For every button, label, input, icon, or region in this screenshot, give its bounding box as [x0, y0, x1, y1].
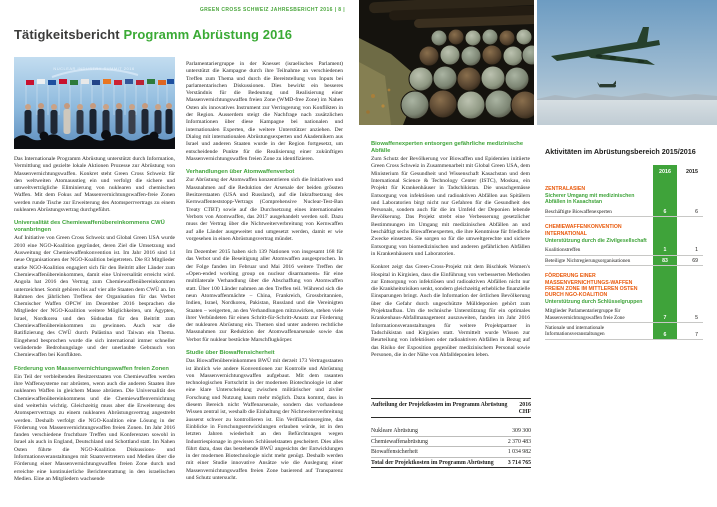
- section-heading-atomwaffenverbot: Verhandlungen über Atomwaffenverbot: [186, 169, 295, 176]
- cost-row-label: Chemiewaffenabrüstung: [371, 438, 428, 445]
- running-header: GREEN CROSS SCHWEIZ JAHRESBERICHT 2016 | 8 |: [199, 7, 345, 13]
- intro-paragraph: Das Internationale Programm Abrüstung unterstützt durch Information, Vermittlung und gezielte lokale Aktionen Prozesse zur Abrüstung von Massenvernichtungswaffen. Konkret steht Green Cross Schweiz für den weltweiten Atomausstieg ein und verfolgt die sichere und umweltverträgliche Eliminierung von nuklearen und chemischen Waffen. Mit dem Fokus auf Massenvernichtungswaffen-freie Zonen werden runde Tische zur Erweiterung des Atomsperrvertrags zu einem nuklearen Abrüstungsvertrag durchgeführt.: [14, 156, 175, 214]
- summit-banner-text: NUCLEAR INDUSTRY SUMMIT 2016: [53, 66, 135, 71]
- cost-row-nuclear: [371, 426, 531, 437]
- cost-row-chemical: [371, 437, 531, 448]
- row-value-2015: 1: [695, 247, 698, 254]
- row-label: Beschäftigte Biowaffenexperten: [545, 208, 612, 215]
- column-header-2016: 2016: [659, 169, 671, 175]
- cost-row-value: 309 300: [512, 428, 531, 434]
- row-label: Mitglieder Parlamentariergruppe für Massenvernichtungswaffen freie Zone: [545, 308, 625, 321]
- page-title: [14, 27, 292, 42]
- row-label: Nationale und internationale Informationsveranstaltungen: [545, 325, 605, 338]
- section-heading-zones: Förderung von Massenvernichtungswaffen freien Zonen: [14, 365, 169, 372]
- activities-row-koalitionstreffen: [545, 245, 703, 256]
- activities-row-biowaffenexperten: [545, 207, 703, 218]
- middle-text-column: [186, 61, 343, 488]
- atomwaffen-paragraph-2: Im Dezember 2015 haben sich 139 Nationen von insgesamt 168 für das Verbot und die Beseitigung aller Atomwaffen ausgesprochen. In der Folge fanden im Februar und Mai 2016 weitere Treffen der «Open-ended working group on nuclear disarmament» für eine multilaterale Verhandlung über die Abschaffung von Atomwaffen statt. Über 100 Länder nahmen an den Treffen teil. Während sich die neun Atomwaffenmächte – China, Frankreich, Grossbritannien, Indien, Israel, Nordkorea, Pakistan, Russland und die Vereinigten Staaten – weigerten, an den Verhandlungen mitzuwirken, stehen viele ihrer Verbündeten für einen Schritt-für-Schritt-Ansatz zur Förderung der nuklearen Abrüstung ein. Themen sind unter anderen rechtliche Massnahmen zur Reduktion der Atomwaffenarsenale sowie das Verbot für nuklear bestückte Marschflugkörper.: [186, 249, 343, 343]
- activities-row-parlamentariergruppe: [545, 306, 703, 323]
- zones-paragraph: Ein Teil der verbleibenden Besitzerstaaten von Chemiewaffen werden ihre Waffensysteme nur abrüsten, wenn auch die anderen Staaten ihre nuklearen Waffen in gleichem Masse abrüsten. Die Universalität des Chemiewaffenübereinkommens und die Chemiewaffenvernichtung sind weiterhin wichtig. Gleichzeitig muss aber die Erweiterung des Atomsperrvertrags zu einem nuklearen Abrüstungsvertrag angestrebt werden. Deshalb verfolgt die NGO-Koalition eine Lösung in der Förderung von Massenvernichtungswaffen freien Zonen. Im Jahr 2016 fanden verschiedene fruchtbare Treffen und Konferenzen sowohl in Israel als auch in England, Deutschland und Schottland statt. Im Nahen Osten führte die NGO-Koalition Diskussions- und Informationsveranstaltungen mit Staatsvertretern und Medien über die Förderung einer Massenvernichtungswaffen freien Zone durch und erreichte eine kontinuierliche Berichterstattung in den israelischen Medien. Eine an Mitgliedern wachsende: [14, 373, 175, 482]
- bioabfall-paragraph-2: Konkret zeigt das Green-Cross-Projekt mit dem Bischkek Women's Hospital in Kirgisien, dass die Einführung von verbesserten Methoden zur Entsorgung von infektiösen und radioaktiven Abfällen nicht nur die Krankheitsrisiken senkt, sondern gleichzeitig erhebliche finanzielle Einsparungen bringt. Auch die Information der örtlichen Bevölkerung über die Gefahr durch ungeschützte Mülldeponien gehört zum Projektaufbau. Um die technische Unterstützung für ein optimales Krankenhaus-Abfallmanagement auszuweiten, fanden im Jahr 2016 Informationsveranstaltungen für weitere Projektpartner in Tadschikistan und Kirgisien statt. Vermittelt wurde Wissen zur Beurteilung von infektiösen oder radioaktiven Abfällen in Bezug auf das Risiko der Exposition gegenüber medizinischem Personal sowie Personen, die in der Nähe von Abfalldeponien leben.: [371, 264, 530, 358]
- bomber-photo: [537, 0, 717, 125]
- bioabfall-paragraph-1: Zum Schutz der Bevölkerung vor Biowaffen und Epidemien initiierte Green Cross Schweiz in Zusammenarbeit mit Global Green USA, dem Ministerium für Gesundheit und Wissenschaft Kasachstan und dem International Science & Technology Center (ISTC), Moskau, ein Projekt für Krankenhäuser in Tadschikistan. Die unsachgemässe Entsorgung von infektiösen und radioaktiven Abfällen aus Spitälern und Laboratorien birgt nicht nur Gefahren für die Gesundheit des Personals, sondern auch für die im Umfeld der Deponien lebende Bevölkerung. Das Projekt strebt eine Verbesserung gesetzlicher Bestimmungen im Umgang mit medizinischen Abfällen an und beschäftigt sechs Biowaffenexperten, die ihre Kenntnisse für friedliche Zwecke einsetzen. Sie sorgen so für die umweltgerechte und sichere Entsorgung von biomedizinischen und anderen gefährlichen Abfällen in Krankenhäusern und Laboratorien.: [371, 156, 530, 257]
- activities-section-cwk: CHEMIEWAFFENKONVENTION INTERNATIONAL: [545, 224, 622, 237]
- cost-total-label: Total der Projektkosten im Programm Abrüstung: [371, 459, 494, 466]
- page-title-highlight: Programm Abrüstung 2016: [123, 27, 293, 42]
- cost-table-title: Aufteilung der Projektkosten im Programm Abrüstung: [371, 401, 508, 408]
- activities-section-zentralasien: ZENTRALASIEN: [545, 186, 586, 192]
- summit-group-photo: [14, 57, 175, 149]
- cost-row-bio: [371, 447, 531, 458]
- cwu-paragraph: Auf Initiative von Green Cross Schweiz und Global Green USA wurde 2010 eine NGO-Koalition gegründet, deren Ziel die Umsetzung und Ausweitung der Chemiewaffenkonvention ist. Im Jahr 2016 sind 14 neue Organisationen der NGO-Koalition beigetreten. Die 83 Mitglieder starke NGO-Koalition engagiert sich für den Beitritt aller Länder zum Chemiewaffenübereinkommen, damit eine Universalität erreicht wird. Angola hat 2016 den Vertrag zum Chemiewaffenübereinkommen unterzeichnet. Somit gehören bis auf vier alle Staaten dem CWÜ an. Im Rahmen des jährlichen Treffens der Organisation für das Verbot Chemischer Waffen OPCW im Dezember 2016 besprachen die Mitglieder der NGO-Koalition weitere Möglichkeiten, um Ägypten, Israel, Nordkorea und den Südsudan für den Beitritt zum Chemiewaffenübereinkommen zu gewinnen. Auch war die Ratifizierung des CWÜ durch Palästina und Taiwan ein Thema. Eingehend besprochen wurde die sich international immer schneller verändernde Bedrohungslage und der unerlaubte Gebrauch von Chemiewaffen bei Konflikten.: [14, 235, 175, 359]
- row-value-2016: 83: [662, 257, 668, 264]
- cost-table-year: 2016: [519, 401, 531, 408]
- summit-photo-illustration: [14, 57, 175, 149]
- cost-table: [371, 398, 531, 468]
- cost-row-total: [371, 458, 531, 469]
- row-value-2016: 7: [663, 314, 667, 321]
- activities-table: [545, 167, 703, 340]
- activities-subheading-abfaelle: Sicherer Umgang mit medizinischen Abfällen in Kasachstan: [545, 193, 635, 206]
- cost-row-value: 2 370 483: [507, 438, 531, 445]
- cost-row-value: 1 034 982: [507, 449, 531, 455]
- bomber-photo-illustration: [537, 0, 717, 125]
- row-value-2015: 7: [695, 331, 698, 338]
- activities-row-informationsveranstaltungen: [545, 323, 703, 340]
- cost-table-currency: CHF: [371, 408, 531, 419]
- cost-total-value: 3 714 765: [507, 459, 531, 466]
- activities-row-ngos: [545, 256, 703, 267]
- atomwaffen-paragraph-1: Zur Abrüstung der Atomwaffen konzentrieren sich die Initiativen und Massnahmen auf die Reduktion der Arsenale der beiden grössten Besitzerstaaten (USA und Russland), auf die Inkraftsetzung des Kernwaffenteststopp-Vertrags (Comprehensive Nuclear-Test-Ban Treaty CTBT) sowie auf die Durchsetzung eines internationalen Verbots von Atomwaffen, das 2017 ausgehandelt werden soll. Dazu muss der Vertrag über die Nichtweiterverbreitung von Kernwaffen auf alle Länder ausgeweitet und umgesetzt werden, damit er wie vorgesehen in einen Abrüstungsvertrag mündet.: [186, 177, 343, 242]
- row-value-2016: 1: [663, 247, 667, 254]
- cost-row-label: Biowaffensicherheit: [371, 449, 418, 455]
- row-value-2015: 5: [695, 314, 698, 321]
- row-value-2016: 6: [663, 208, 667, 215]
- column-header-2015: 2015: [686, 169, 698, 175]
- row-value-2015: 6: [695, 208, 698, 215]
- section-heading-bioabfall: Biowaffenexperten entsorgen gefährliche medizinische Abfälle: [371, 141, 524, 154]
- page-title-prefix: Tätigkeitsbericht: [14, 27, 124, 42]
- cost-row-label: Nukleare Abrüstung: [371, 428, 418, 434]
- biowaffenstudie-paragraph: Das Biowaffenübereinkommen BWÜ mit derzeit 173 Vertragsstaaten ist ähnlich wie andere Konventionen zur Kontrolle und Abrüstung von Massenvernichtungswaffen aufgebaut. Mit dem rasanten technologischen Fortschritt in der modernen Biotechnologie ist aber eine klare Unterscheidung zwischen militärischer und ziviler Forschung und Nutzung kaum mehr möglich. Dazu kommt, dass in diesem Bereich nicht Waffenarsenale, sondern das vorhandene Wissen zentral ist, weshalb die Einhaltung der Nichtweiterverbreitung äusserst schwer zu kontrollieren ist. Ein Verifikationsregime, das Einblicke in Forschungsentwicklungen erlauben würde, ist in den letzten Jahren wiederholt an den Befürchtungen wegen Industriespionage in gewissen Schlüsselstaaten gescheitert. Dies alles führt dazu, dass das bestehende BWÜ angesichts der Entwicklungen in der modernen Biotechnologie nicht mehr genügt. Deshalb werden mit einer Studie innovative Ansätze wie die Auslegung einer Massenvernichtungswaffen freien Zone basierend auf Transparenz und Schutz untersucht.: [186, 358, 343, 482]
- row-label: Koalitionstreffen: [545, 246, 581, 253]
- chemical-shells-photo: [359, 0, 534, 125]
- activities-subheading-schluesselgruppen: Unterstützung durch Schlüsselgruppen: [545, 299, 643, 306]
- knesset-paragraph: Parlamentariergruppe in der Knesset (israelisches Parlament) unterstützt die Kampagne durch ihre Teilnahme an verschiedenen Treffen zum Thema und durch die Bereitstellung von Inputs bei parlamentarischen Diskussionen. Dies bewirkt ein besseres Verständnis für die Bedeutung und Realisierung einer Massenvernichtungswaffen freien Zone (WMD-free Zone) im Nahen Osten als innovatives Instrument zur Verringerung von Konflikten in der Region. Ausserdem steigt die Nachfrage nach zusätzlichen Informationen über diese Kampagne bei nationalen und internationalen Experten, die weitere Unterstützer anziehen. Der Dialog mit internationalen Abrüstungsexperten und Akademikern aus Israel und anderen Staaten wurde in der Region fortgesetzt, um entscheidende Punkte für die Realisierung einer zukünftigen Massenvernichtungswaffen freien Zone zu identifizieren.: [186, 61, 343, 162]
- activities-header-row: [545, 167, 703, 179]
- row-label: Beteiligte Nichtregierungsorganisationen: [545, 257, 631, 264]
- bio-text-column: [371, 140, 530, 365]
- activities-sidebar: [545, 147, 703, 340]
- shells-photo-illustration: [359, 0, 534, 125]
- activities-section-wmd-zone: FÖRDERUNG EINER MASSENVERNICHTUNGS-WAFFEN FREIEN ZONE IM MITTLEREN OSTEN DURCH NGO-KOALITION: [545, 273, 638, 298]
- section-heading-cwu: Universalität des Chemiewaffenübereinkommens CWÜ voranbringen: [14, 220, 165, 234]
- left-text-column: [14, 156, 175, 489]
- row-value-2015: 69: [692, 257, 698, 264]
- row-value-2016: 6: [663, 331, 667, 338]
- activities-subheading-zivilgesellschaft: Unterstützung durch die Zivilgesellschaft: [545, 237, 647, 244]
- activities-title: Aktivitäten im Abrüstungsbereich 2015/2016: [545, 147, 696, 156]
- section-heading-biowaffenstudie: Studie über Biowaffensicherheit: [186, 349, 275, 356]
